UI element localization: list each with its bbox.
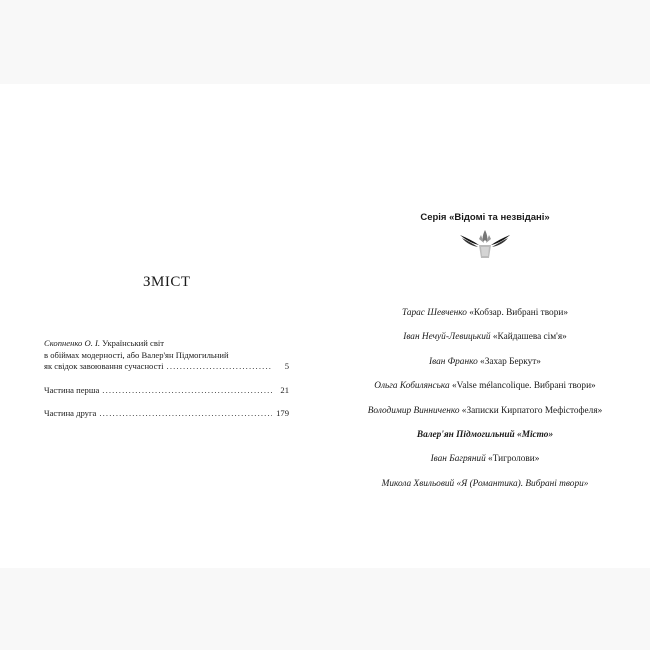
toc-intro-title-line2: в обіймах модерності, або Валер'ян Підмогильний	[44, 349, 229, 360]
series-book-item	[300, 406, 650, 430]
series-book-item	[300, 479, 650, 503]
book-title: «Я (Романтика). Вибрані твори»	[454, 478, 589, 489]
toc-part1-page: 21	[280, 384, 289, 395]
toc-entry-intro	[44, 338, 289, 373]
book-spread	[0, 84, 650, 568]
series-book-item	[300, 381, 650, 405]
book-author: Володимир Винниченко	[367, 405, 460, 416]
book-title: «Valse mélancolique. Вибрані твори»	[449, 381, 596, 392]
toc-intro-title-line1: Український світ	[100, 338, 165, 348]
book-title: «Захар Беркут»	[477, 356, 541, 367]
series-book-item	[300, 430, 650, 454]
toc-entry-part2	[44, 408, 289, 420]
toc-leader-dots	[167, 361, 272, 373]
toc-intro-page: 5	[284, 361, 289, 371]
book-title: «Кайдашева сім'я»	[490, 332, 567, 343]
toc-part2-page: 179	[276, 408, 289, 418]
series-book-item	[300, 454, 650, 478]
toc-intro-title-line3: як свідок завоювання сучасності	[44, 361, 164, 371]
table-of-contents	[44, 338, 289, 420]
book-author: Іван Нечуй-Левицький	[403, 332, 491, 343]
series-book-list	[300, 308, 650, 503]
series-book-item	[300, 308, 650, 332]
series-book-item	[300, 332, 650, 356]
toc-intro-author: Скопненко О. І.	[44, 338, 101, 348]
toc-leader-dots	[102, 385, 272, 397]
series-book-item	[300, 357, 650, 381]
toc-leader-dots	[99, 408, 272, 420]
book-title: «Кобзар. Вибрані твори»	[466, 308, 568, 318]
book-title: «Місто»	[514, 429, 554, 440]
series-title: Серія «Відомі та незвідані»	[420, 212, 550, 223]
book-author: Ольга Кобилянська	[374, 381, 450, 392]
book-author: Іван Франко	[429, 356, 478, 367]
book-author: Микола Хвильовий	[381, 478, 455, 489]
toc-entry-part1	[44, 385, 289, 397]
book-author: Тарас Шевченко	[402, 308, 467, 318]
book-author: Валер'ян Підмогильний	[416, 429, 515, 440]
book-author: Іван Багряний	[430, 454, 486, 465]
toc-part1-label: Частина перша	[44, 384, 100, 395]
book-title: «Записки Кирпатого Мефістофеля»	[459, 405, 603, 416]
toc-heading: ЗМІСТ	[143, 274, 191, 290]
book-title: «Тигролови»	[485, 454, 540, 465]
toc-part2-label: Частина друга	[44, 408, 97, 418]
eagle-emblem-icon	[459, 229, 511, 261]
